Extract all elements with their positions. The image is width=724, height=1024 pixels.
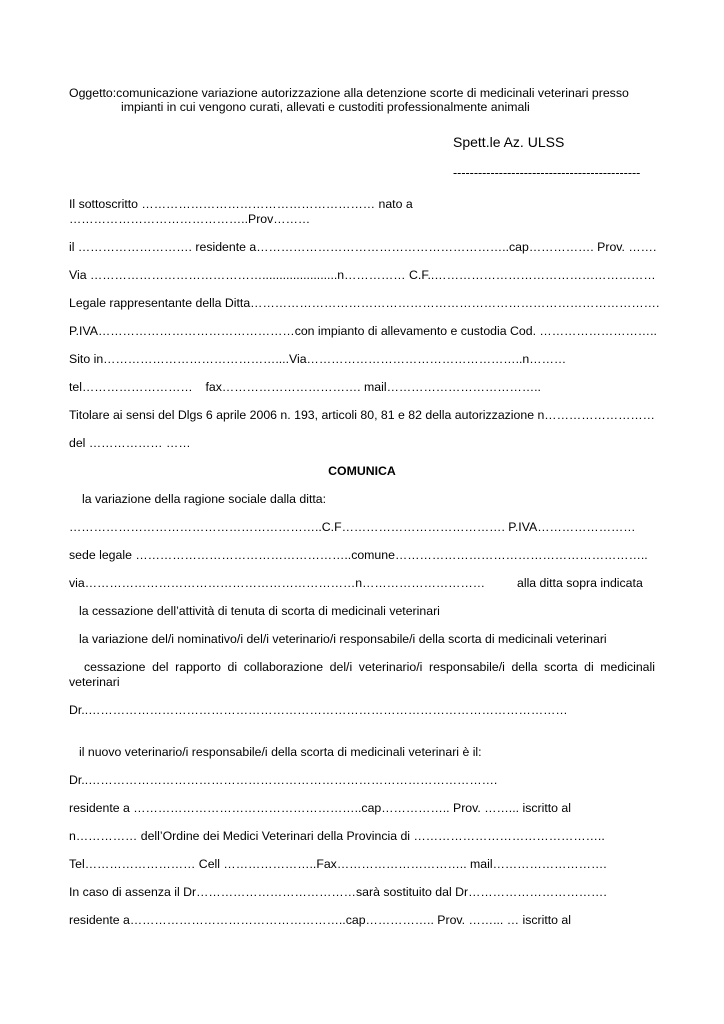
field-piva[interactable] [69, 324, 657, 339]
field-contatti[interactable] [69, 380, 541, 395]
field-tel[interactable]: tel……………………… [69, 380, 193, 394]
field-codice[interactable]: ……………………….. [539, 324, 657, 338]
field-residente[interactable]: il ………………………. residente a……………………………………………………..cap……………. Prov. ……. [69, 240, 657, 254]
field-via[interactable]: Via ……………………………………......................n…………… C.F..……………………………………………… [69, 268, 656, 282]
option-cessazione-attivita[interactable]: la cessazione dell’attività di tenuta di scorta di medicinali veterinari [79, 604, 440, 618]
field-titolare[interactable]: Titolare ai sensi del Dlgs 6 aprile 2006 n. 193, articoli 80, 81 e 82 della autorizzazione n……………………… [69, 408, 655, 422]
field-via-ditta[interactable] [69, 576, 643, 591]
field-prov-nascita[interactable]: ……………………………………..Prov……… [69, 212, 311, 226]
via-ditta-note: alla ditta sopra indicata [517, 576, 643, 590]
field-del[interactable]: del ……………… …… [69, 436, 191, 450]
subject-line-2: impianti in cui vengono curati, allevati e custoditi professionalmente animali [121, 100, 530, 114]
subject-line-1: Oggetto:comunicazione variazione autorizzazione alla detenzione scorte di medicinali veterinari presso [69, 86, 629, 100]
recipient-heading: Spett.le Az. ULSS [453, 134, 565, 150]
field-via-ditta-value[interactable]: via…………………………………………………………n………………………… [69, 576, 486, 590]
field-sito[interactable]: Sito in……………………………………....Via……………………………………………..n……… [69, 352, 567, 366]
field-sottoscritto[interactable]: Il sottoscritto ………………………………………………… nato a [69, 197, 413, 211]
field-residente-nuovo[interactable]: residente a ………………………………………………..cap…………….. Prov. ……... iscritto al [69, 801, 571, 815]
recipient-underline: --------------------------------------------- [453, 166, 641, 180]
option-variazione-ragione[interactable]: la variazione della ragione sociale dalla ditta: [82, 492, 327, 506]
option-cessazione-rapporto[interactable]: cessazione del rapporto di collaborazione del/i veterinario/i responsabile/i della scorta di medicinali [84, 660, 655, 674]
field-contatti-nuovo[interactable]: Tel……………………… Cell …………………..Fax………………………….. mail………………………. [69, 857, 607, 871]
option-variazione-nominativo[interactable]: la variazione del/i nominativo/i del/i veterinario/i responsabile/i della scorta di medicinali veterinari [79, 632, 607, 646]
comunica-heading: COMUNICA [328, 464, 396, 478]
option-nuovo-veterinario[interactable]: il nuovo veterinario/i responsabile/i della scorta di medicinali veterinari è il: [79, 745, 482, 759]
option-cessazione-rapporto-cont: veterinari [69, 675, 120, 689]
field-fax-mail[interactable]: fax……………………………. mail……………………………….. [205, 380, 541, 394]
field-dr-nuovo[interactable]: Dr..………………………………………………………………………………………. [69, 773, 498, 787]
field-piva-label: P.IVA…………………………………………con impianto di allevamento e custodia Cod. [69, 324, 536, 338]
field-legale-rappresentante[interactable]: Legale rappresentante della Ditta………………………………………………………………………………………. [69, 296, 660, 310]
field-residente-sostituto[interactable]: residente a……………………………………………..cap…………….. Prov. ……... … iscritto al [69, 913, 571, 927]
field-ordine[interactable]: n…………… dell’Ordine dei Medici Veterinari della Provincia di ……………………………………….. [69, 829, 605, 843]
field-sede-legale[interactable]: sede legale ……………………………………………..comune…………………………………………………….. [69, 548, 648, 562]
field-ditta-cf-piva[interactable]: ……………………………………………………..C.F…………………………………. P.IVA…………………… [69, 520, 636, 534]
field-sostituto[interactable]: In caso di assenza il Dr…………………………………sarà sostituito dal Dr……………………………. [69, 885, 607, 899]
field-dr-cessazione[interactable]: Dr..……………………………………………………………………………………………………… [69, 703, 568, 717]
